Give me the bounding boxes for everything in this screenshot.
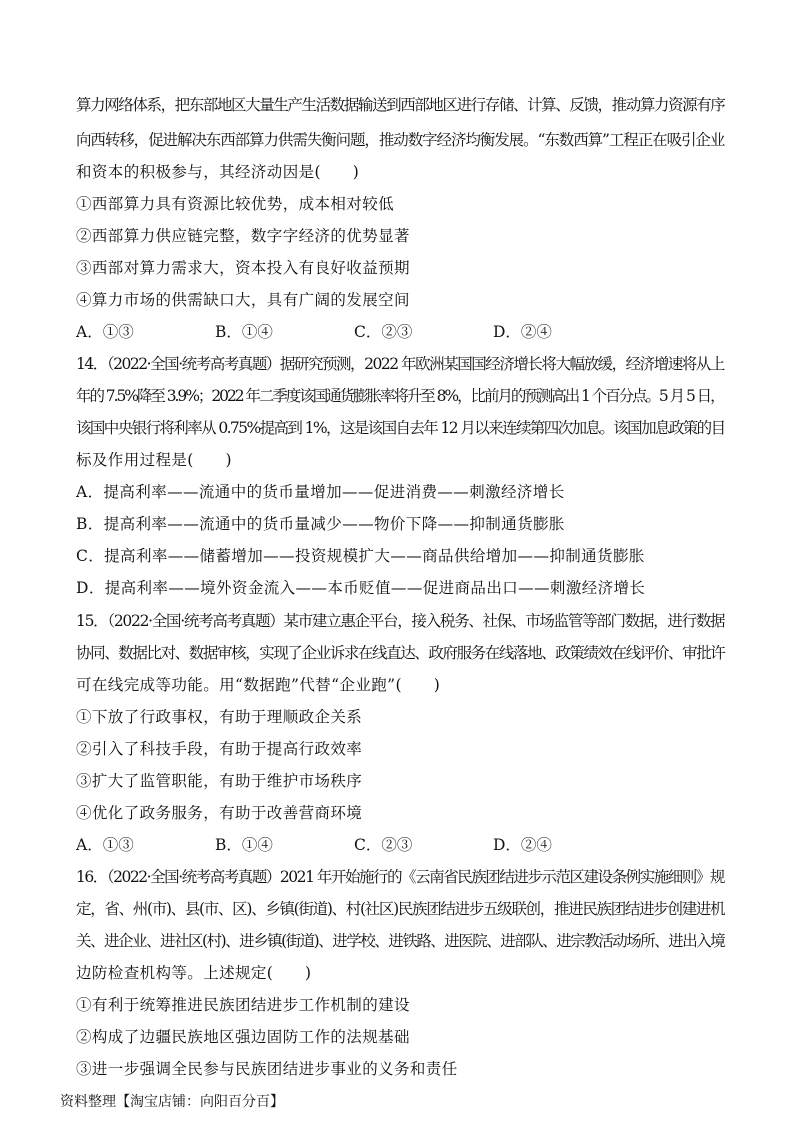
q13-option-c: C．②③	[354, 323, 413, 341]
q13-item-1: ①西部算力具有资源比较优势，成本相对较低	[76, 195, 395, 213]
q13-option-a: A．①③	[76, 323, 134, 341]
q16-item-3: ③进一步强调全民参与民族团结进步事业的义务和责任	[76, 1060, 458, 1078]
q13-text-line-3: 和资本的积极参与，其经济动因是( )	[76, 163, 360, 181]
q15-item-3: ③扩大了监管职能，有助于维护市场秩序	[76, 772, 363, 790]
q14-choice-c: C．提高利率——储蓄增加——投资规模扩大——商品供给增加——抑制通货膨胀	[76, 547, 645, 565]
q16-text-line-3: 关、进企业、进社区(村)、进乡镇(街道)、进学校、进铁路、进医院、进部队、进宗教活动场所、进出入境	[76, 932, 725, 950]
q15-item-4: ④优化了政务服务，有助于改善营商环境	[76, 804, 363, 822]
q14-text-line-3: 该国中央银行将利率从 0.75%提高到 1%，这是该国自去年 12 月以来连续第四次加息。该国加息政策的目	[76, 419, 725, 437]
q14-choice-a: A．提高利率——流通中的货币量增加——促进消费——刺激经济增长	[76, 483, 565, 501]
q13-option-b: B．①④	[215, 323, 273, 341]
q15-option-c: C．②③	[354, 836, 413, 854]
q15-option-d: D．②④	[493, 836, 552, 854]
q14-text-line-2: 年的 7.5%降至 3.9%；2022 年二季度该国通货膨胀率将升至 8%，比前月的预测高出 1 个百分点。5 月 5 日，	[76, 387, 724, 405]
q16-text-line-1: 16．（2022·全国·统考高考真题）2021 年开始施行的《云南省民族团结进步示范区建设条例实施细则》规	[76, 868, 724, 886]
q13-item-4: ④算力市场的供需缺口大，具有广阔的发展空间	[76, 291, 410, 309]
q15-option-a: A．①③	[76, 836, 134, 854]
q16-text-line-2: 定，省、州(市)、县(市、区)、乡镇(街道)、村(社区)民族团结进步五级联创，推进民族团结进步创建进机	[76, 900, 725, 918]
q16-item-1: ①有利于统筹推进民族团结进步工作机制的建设	[76, 996, 410, 1014]
page-footer: 资料整理【淘宝店铺：向阳百分百】	[60, 1094, 284, 1110]
q15-item-1: ①下放了行政事权，有助于理顺政企关系	[76, 708, 363, 726]
q15-text-line-3: 可在线完成等功能。用“数据跑”代替“企业跑”( )	[76, 676, 441, 694]
q14-text-line-1: 14．（2022·全国·统考高考真题）据研究预测，2022 年欧洲某国国经济增长将大幅放缓，经济增速将从上	[76, 355, 724, 373]
q14-choice-b: B．提高利率——流通中的货币量减少——物价下降——抑制通货膨胀	[76, 515, 565, 533]
q13-text-line-2: 向西转移，促进解决东西部算力供需失衡问题，推动数字经济均衡发展。“东数西算”工程正在吸引企业	[76, 131, 725, 149]
q16-text-line-4: 边防检查机构等。上述规定( )	[76, 964, 312, 982]
q13-item-2: ②西部算力供应链完整，数字字经济的优势显著	[76, 227, 410, 245]
q15-text-line-1: 15．（2022·全国·统考高考真题）某市建立惠企平台，接入税务、社保、市场监管等部门数据，进行数据	[76, 612, 725, 630]
q15-text-line-2: 协同、数据比对、数据审核，实现了企业诉求在线直达、政府服务在线落地、政策绩效在线评价、审批许	[76, 644, 725, 662]
q13-text-line-1: 算力网络体系，把东部地区大量生产生活数据输送到西部地区进行存储、计算、反馈，推动算力资源有序	[76, 96, 725, 114]
q16-item-2: ②构成了边疆民族地区强边固防工作的法规基础	[76, 1028, 410, 1046]
q14-text-line-4: 标及作用过程是( )	[76, 451, 232, 469]
q13-option-d: D．②④	[493, 323, 552, 341]
q14-choice-d: D．提高利率——境外资金流入——本币贬值——促进商品出口——刺激经济增长	[76, 579, 646, 597]
q15-option-b: B．①④	[215, 836, 273, 854]
q15-item-2: ②引入了科技手段，有助于提高行政效率	[76, 740, 363, 758]
q13-item-3: ③西部对算力需求大，资本投入有良好收益预期	[76, 259, 410, 277]
